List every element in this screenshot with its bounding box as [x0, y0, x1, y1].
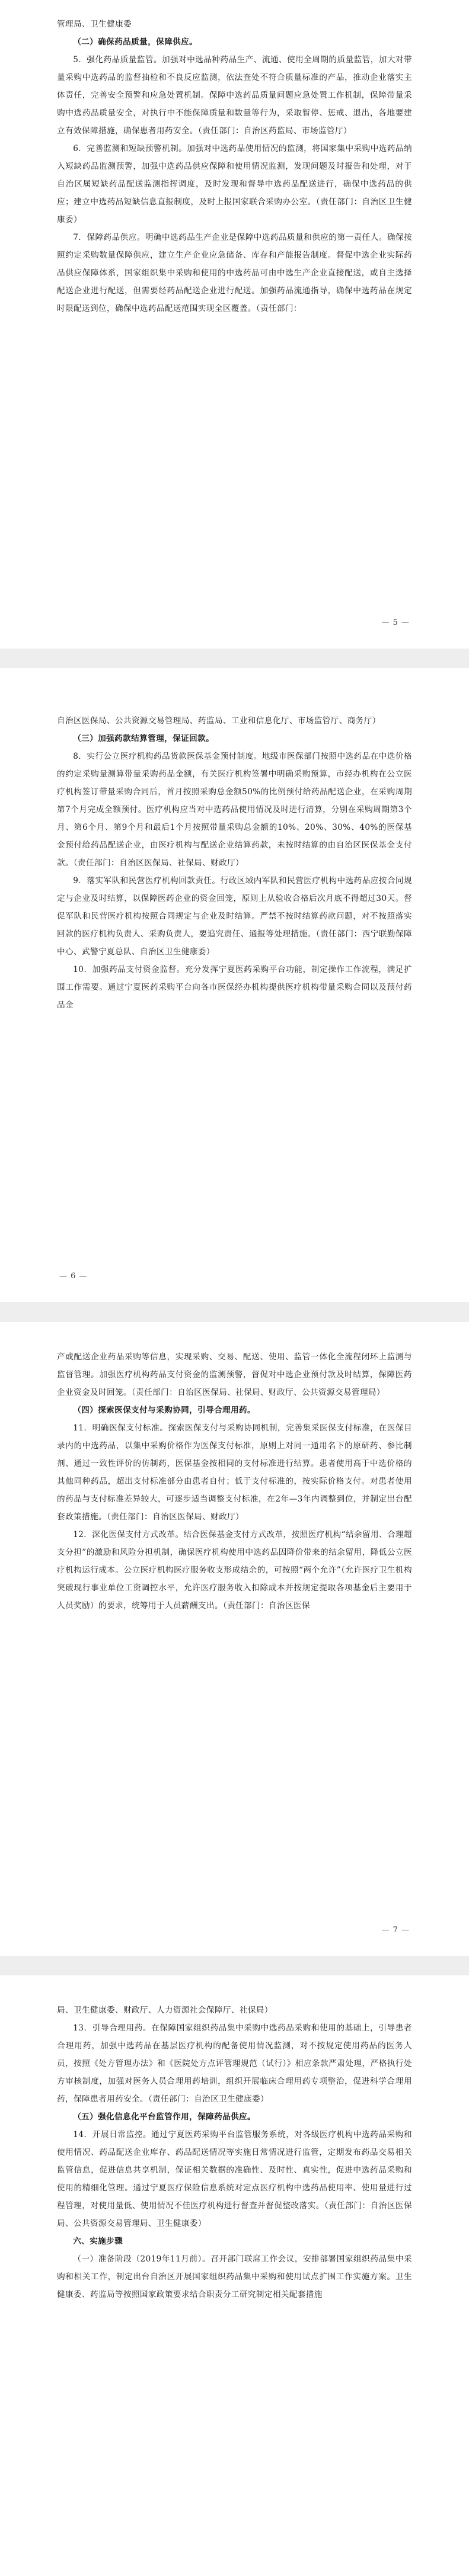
- document-page-6: [0, 668, 469, 1302]
- paragraph: 产或配送企业药品采购等信息，实现采购、交易、配送、使用、监管一体化全流程闭环上监测与监督管理。加强医疗机构药品支付资金的监测预警，督促对中选企业预付款及时结算，保障医药企业资金及时回笼。（责任部门：自治区医保局、社保局、财政厅、公共资源交易管理局）: [57, 1352, 412, 1397]
- paragraph: 7．保障药品供应。明确中选药品生产企业是保障中选药品质量和供应的第一责任人。确保按照约定采购数量保障供应，建立生产企业应急储备、库存和产能报告制度。督促中选企业实际药品供应保障体系，国家组织集中采购和使用的中选药品可由中选生产企业直接配送，或自主选择配送企业进行配送，但需要经药品配送企业进行配送。加强药品流通指导，确保中选药品在规定时限配送到位，确保中选药品配送范围实现全区覆盖。（责任部门：: [57, 233, 412, 313]
- subsection-heading: （三）加强药款结算管理，保证回款。: [73, 734, 215, 743]
- paragraph: （一）准备阶段（2019年11月前）。召开部门联席工作会议，安排部署国家组织药品集中采购和相关工作，制定出台自治区开展国家组织药品集中采购和使用试点扩围工作实施方案。卫生健康委、药监局等按照国家政策要求结合职责分工研究制定相关配套措施: [57, 2254, 412, 2299]
- subsection-heading: （五）强化信息化平台监管作用，保障药品供应。: [73, 2112, 256, 2122]
- paragraph: 9．落实军队和民营医疗机构回款责任。行政区域内军队和民营医疗机构中选药品应按合同规定与企业及时结算，以保障医药企业的资金回笼，原则上从验收合格后次月底不得超过30天。督促军队和民营医疗机构按照合同规定与企业及时结算。严禁不按时结算药款问题，对不按照落实回款的医疗机构负责人、采购负责人，要追究责任、通报等处理措施。（责任部门：西宁联勤保障中心、武警宁夏总队、自治区卫生健康委）: [57, 876, 412, 957]
- paragraph: 5．强化药品质量监管。加强对中选品种药品生产、流通、使用全周期的质量监管，加大对带量采购中选药品的监督抽检和不良反应监测，依法查处不符合质量标准的产品，推动企业落实主体责任，完善安全预警和应急处置机制。保障中选药品质量问题应急处置工作机制，保障带量采购中选药品质量安全，对执行中不能保障质量和数量等行为，采取暂停、惩戒、退出，各地要建立有效保障措施，确保患者用药安全。（责任部门：自治区药监局、市场监管厅）: [57, 55, 412, 136]
- section-heading: （四）探索医保支付与采购协同，引导合理用药。: [73, 1406, 256, 1415]
- paragraph: 12．深化医保支付方式改革。结合医保基金支付方式改革，按照医疗机构“结余留用、合理超支分担”的激励和风险分担机制，确保医疗机构使用中选药品因降价带来的结余留用，降低公立医疗机构运行成本。公立医疗机构医疗服务收支形成结余的，可按照“两个允许”（允许医疗卫生机构突破现行事业单位工资调控水平，允许医疗服务收入扣除成本并按规定提取各项基金后主要用于人员奖励）的要求，统筹用于人员薪酬支出。（责任部门：自治区医保: [57, 1530, 412, 1611]
- section-heading: 六、实施步骤: [73, 2237, 123, 2246]
- paragraph: 11．明确医保支付标准。探索医保支付与采购协同机制，完善集采医保支付标准，在医保目录内的中选药品，以集中采购价格作为医保支付标准，原则上对同一通用名下的原研药、参比制剂、通过一致性评价的仿制药，医保基金按相同的支付标准进行结算。患者使用高于中选价格的其他同种药品，超出支付标准部分由患者自付；低于支付标准的，按实际价格支付。对患者使用的药品与支付标准差异较大，可逐步适当调整支付标准，在2年—3年内调整到位，并制定出台配套政策措施。（责任部门：自治区医保局、财政厅）: [57, 1423, 412, 1522]
- subsection-heading: （二）确保药品质量，保障供应。: [73, 37, 198, 47]
- paragraph: 13．引导合理用药。在保障国家组织药品集中采购中选药品采购和使用的基础上，引导患者合理用药，加强中选药品在基层医疗机构的配备使用情况监测，对不按规定使用药品的医务人员，按照《处方管理办法》和《医院处方点评管理规范（试行）》相应条款严肃处理，严格执行处方审核制度，加强对医务人员合理用药培训，组织开展临床合理用药专项整治，促进科学合理用药，保障患者用药安全。（责任部门：自治区卫生健康委）: [57, 2023, 412, 2104]
- document-page-5: [0, 0, 469, 649]
- paragraph: 6．完善监测和短缺预警机制。加强对中选药品使用情况的监测，将国家集中采购中选药品纳入短缺药品监测预警，加强中选药品供应保障和使用情况监测，发现问题及时报告和处理，对于自治区属短缺药品配送监测指挥调度，及时发现和督导中选药品配送进行，确保中选药品的供应；建立中选药品短缺信息直报制度，及时上报国家联合采购办公室。（责任部门：自治区卫生健康委）: [57, 144, 412, 224]
- document-page-7: [0, 1322, 469, 1956]
- page-number: — 7 —: [381, 1926, 410, 1935]
- page-number: — 6 —: [59, 1272, 88, 1281]
- paragraph: 8．实行公立医疗机构药品货款医保基金预付制度。地级市医保部门按照中选药品在中选价格的约定采购量测算带量采购药品金额，有关医疗机构签署中明确采购预算，市经办机构在公立医疗机构签订带量采购合同后，首月按照采购总金额50%的比例预付给药品配送企业，在采购周期第7个月完成全额预付。医疗机构应当对中选药品使用情况及时进行清算，分别在采购周期第3个月、第6个月、第9个月和最后1个月按照带量采购总金额的10%、20%、30%、40%的医保基金预付给药品配送企业，由医疗机构与配送企业结算药款，未按时结算的由自治区医保基金支付款。（责任部门：自治区医保局、社保局、财政厅）: [57, 752, 412, 868]
- page-number: — 5 —: [381, 618, 410, 627]
- paragraph: 管理局、卫生健康委: [57, 20, 132, 29]
- paragraph: 10．加强药品支付资金监督。充分发挥宁夏医药采购平台功能，制定操作工作流程，满足扩围工作需要。通过宁夏医药采购平台向各市医保经办机构提供医疗机构带量采购合同以及预付药品金: [57, 965, 412, 1010]
- paragraph: 局、卫生健康委、财政厅、人力资源社会保障厅、社保局）: [57, 2006, 273, 2015]
- paragraph: 14．开展日常监控。通过宁夏医药采购平台监管服务系统，对各级医疗机构中选药品采购和使用情况、药品配送企业库存、药品配送情况等实施日常情况进行监管，定期发布药品交易相关监管信息，促进信息共享机制，保证相关数据的准确性、及时性、真实性，促进中选药品采购和使用的精细化管理。通过宁夏医疗保险信息系统对定点医疗机构中选药品使用率、使用量进行过程管理，对使用量低、使用情况不佳医疗机构进行督查并督促整改落实。（责任部门：自治区医保局、公共资源交易管理局、卫生健康委）: [57, 2130, 412, 2228]
- paragraph: 自治区医保局、公共资源交易管理局、药监局、工业和信息化厅、市场监管厅、商务厅）: [57, 716, 381, 726]
- document-page-8: [0, 1975, 469, 2576]
